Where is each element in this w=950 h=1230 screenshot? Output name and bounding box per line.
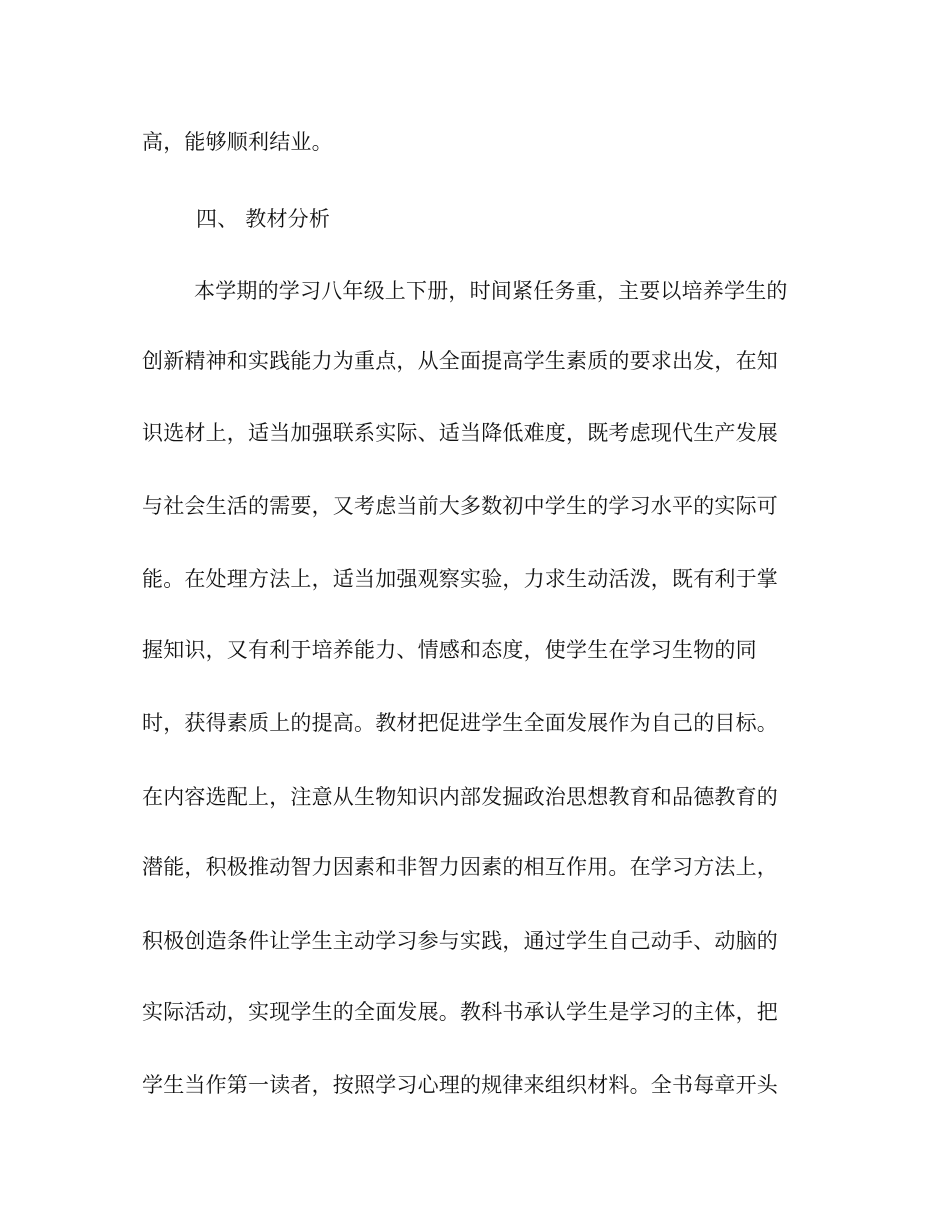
text-line-12: 积极创造条件让学生主动学习参与实践，通过学生自己动手、动脑的 xyxy=(142,929,778,953)
text-line-1: 高，能够顺利结业。 xyxy=(142,130,333,154)
text-line-3: 本学期的学习八年级上下册，时间紧任务重，主要以培养学生的 xyxy=(194,279,788,303)
text-line-4: 创新精神和实践能力为重点，从全面提高学生素质的要求出发，在知 xyxy=(142,349,778,373)
text-line-5: 识选材上，适当加强联系实际、适当降低难度，既考虑现代生产发展 xyxy=(142,421,778,445)
text-line-10: 在内容选配上，注意从生物知识内部发掘政治思想教育和品德教育的 xyxy=(142,785,778,809)
text-line-14: 学生当作第一读者，按照学习心理的规律来组织材料。全书每章开头 xyxy=(142,1073,778,1097)
text-line-8: 握知识，又有利于培养能力、情感和态度，使学生在学习生物的同 xyxy=(142,638,757,662)
text-line-11: 潜能，积极推动智力因素和非智力因素的相互作用。在学习方法上， xyxy=(142,855,778,879)
text-line-13: 实际活动，实现学生的全面发展。教科书承认学生是学习的主体，把 xyxy=(142,1000,778,1024)
text-line-6: 与社会生活的需要，又考虑当前大多数初中学生的学习水平的实际可 xyxy=(142,494,778,518)
text-line-7: 能。在处理方法上，适当加强观察实验，力求生动活泼，既有利于掌 xyxy=(142,567,778,591)
text-line-9: 时，获得素质上的提高。教材把促进学生全面发展作为自己的目标。 xyxy=(142,711,778,735)
section-heading: 四、 教材分析 xyxy=(196,207,331,231)
